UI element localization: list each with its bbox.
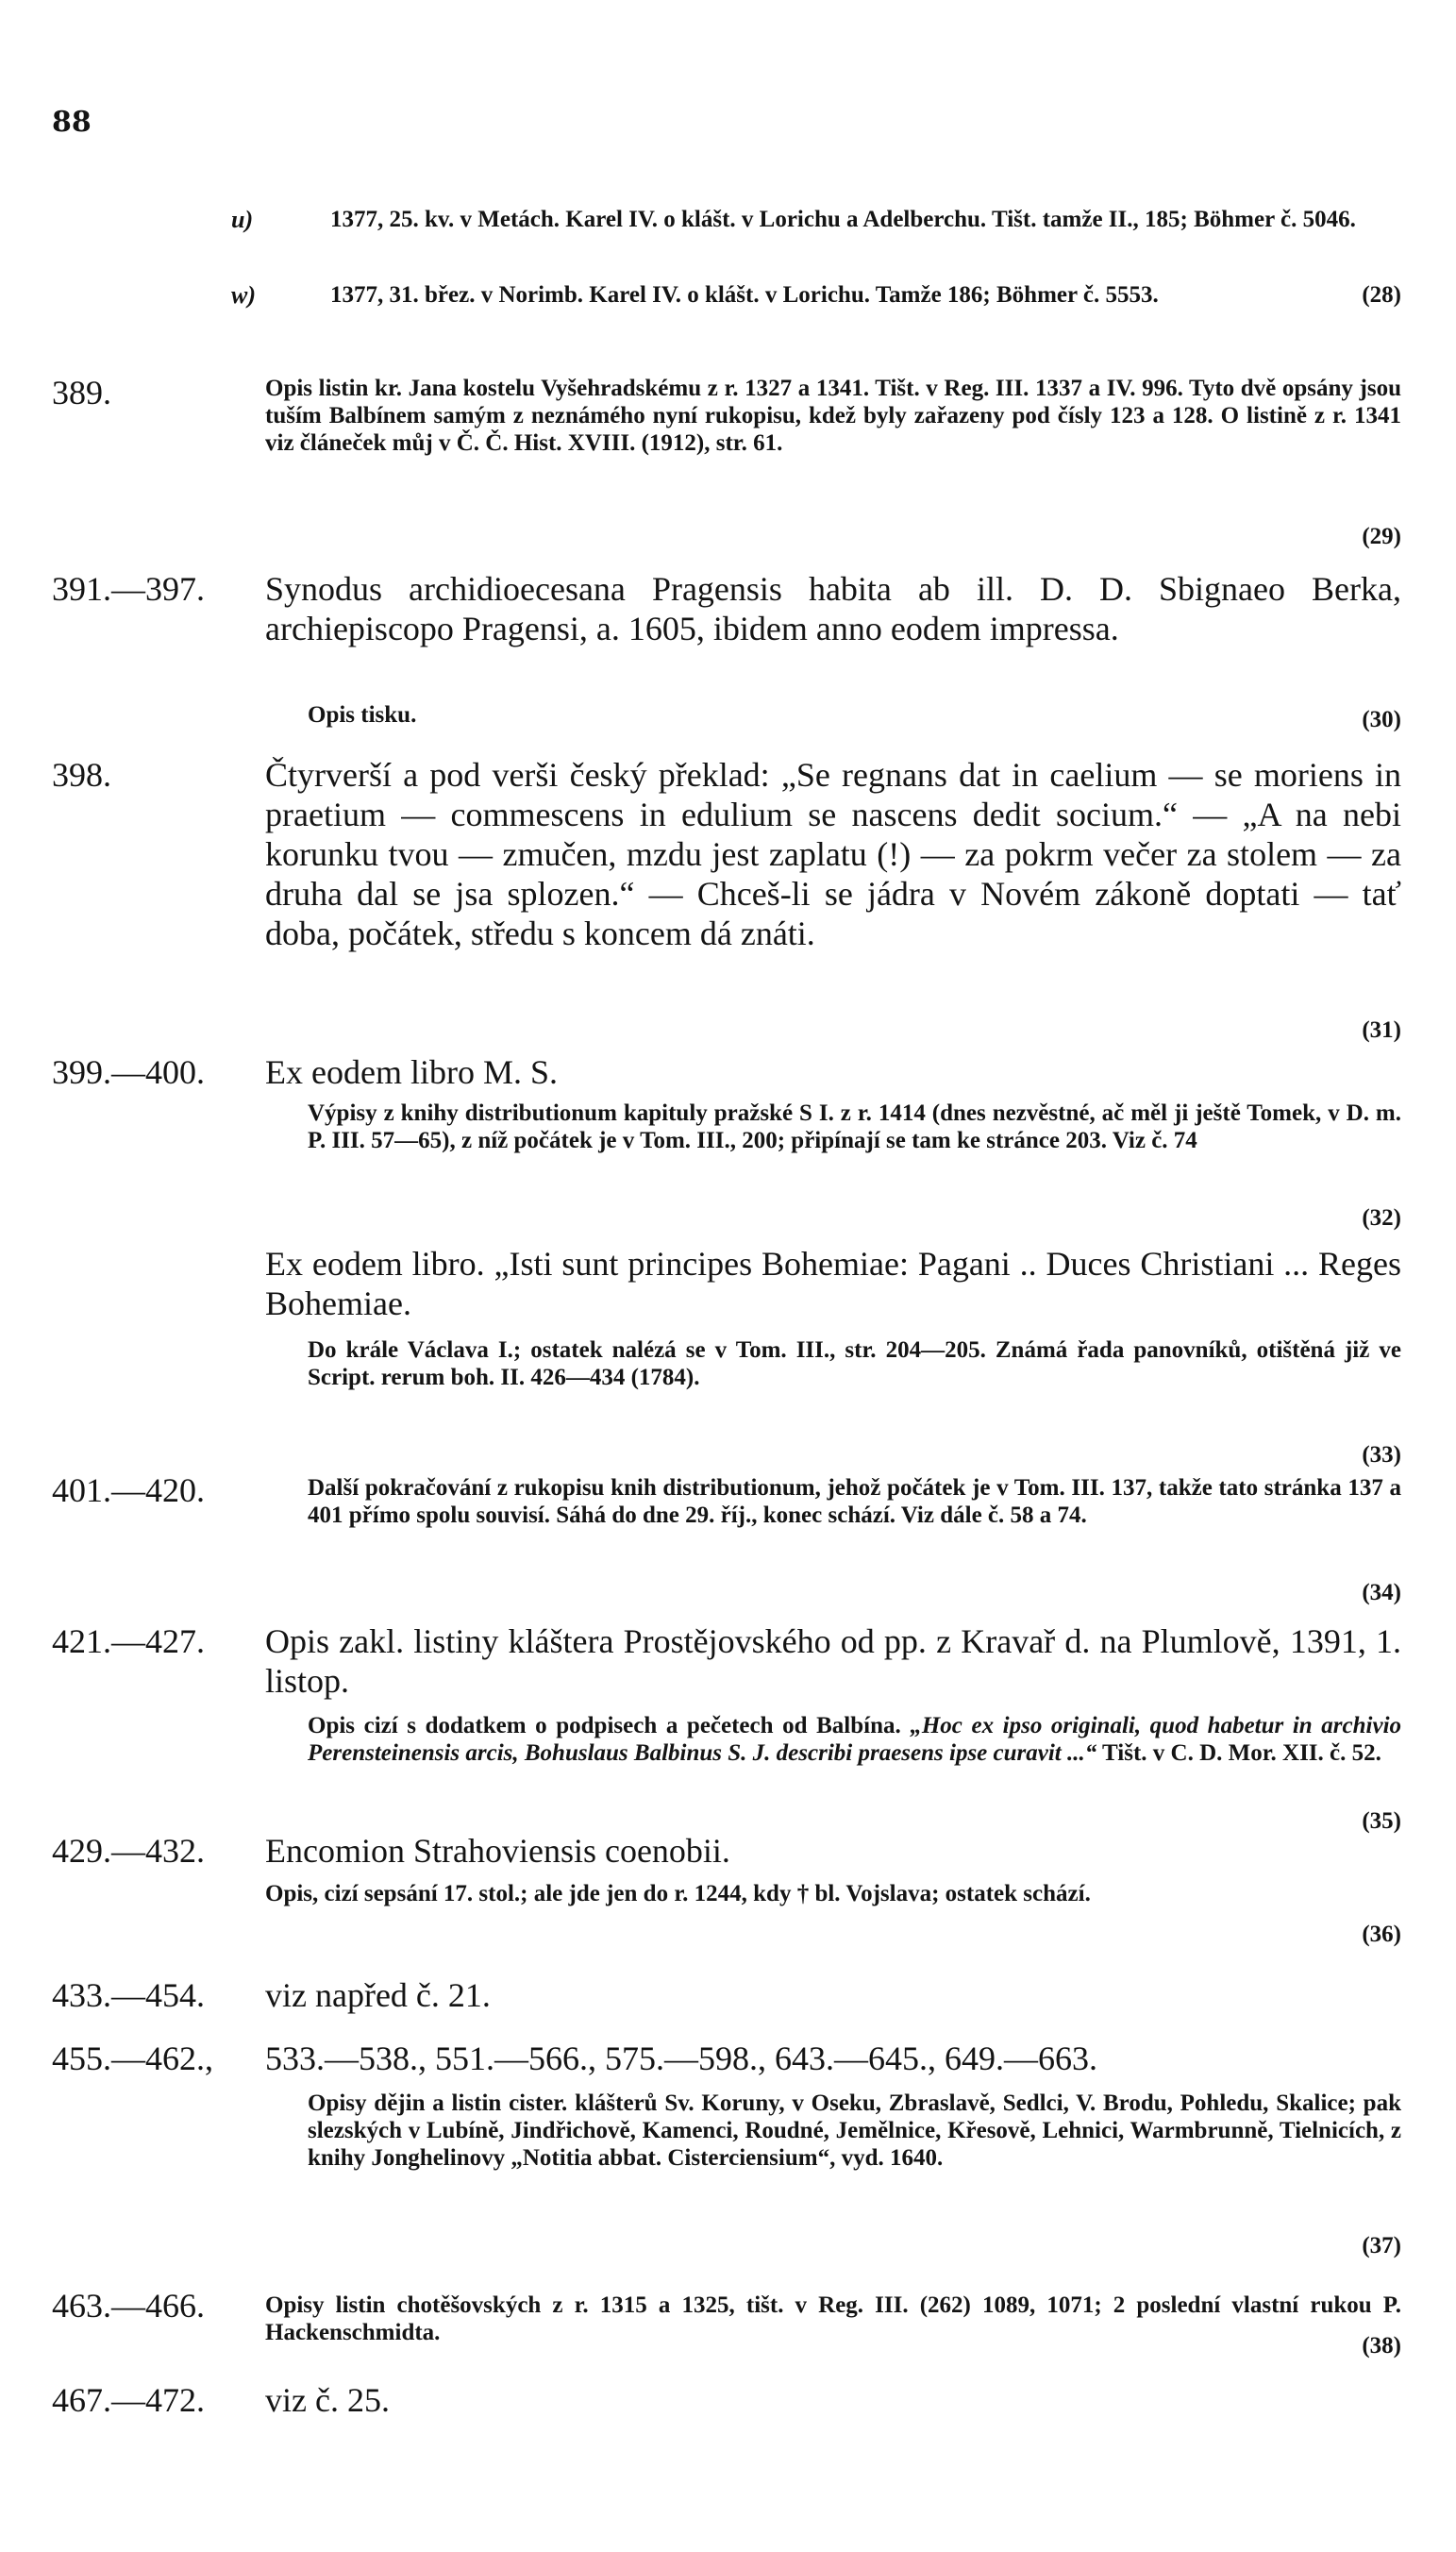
entry-title: Ex eodem libro. „Isti sunt principes Bohemiae: Pagani .. Duces Christiani ... Reges Bohemiae. — [265, 1245, 1401, 1322]
reference-tag: (29) — [1354, 523, 1401, 550]
entry-number: 421.—427. — [52, 1622, 205, 1660]
entry-398 — [0, 755, 1456, 1049]
entry-421-427 — [0, 1621, 1456, 1838]
entry-title-block — [265, 2380, 1401, 2420]
reference-tag: (38) — [1354, 2332, 1401, 2359]
entry-title: viz napřed č. 21. — [265, 1976, 491, 2014]
entry-u — [0, 206, 1456, 262]
entry-title-block — [265, 569, 1401, 648]
entry-note: Opis listin kr. Jana kostelu Vyšehradskému z r. 1327 a 1341. Tišt. v Reg. III. 1337 a IV. 996. Tyto dvě opsány jsou tuším Balbínem samým z neznámého nyní rukopisu, kdež byly zařazeny pod čísly 123 a 128. O listině z r. 1341 viz článeček můj v Č. Č. Hist. XVIII. (1912), str. 61. — [265, 376, 1401, 456]
entry-text-block — [330, 281, 1401, 309]
entry-number: 467.—472. — [52, 2381, 205, 2419]
entry-title: Synodus archidioecesana Pragensis habita ab ill. D. D. Sbignaeo Berka, archiepiscopo Pragensi, a. 1605, ibidem anno eodem impressa. — [265, 570, 1401, 647]
note-pre: Opis cizí s dodatkem o podpisech a pečetech od Balbína. — [308, 1713, 901, 1738]
entry-note-block — [308, 701, 1401, 733]
entry-399-400 — [0, 1052, 1456, 1234]
entry-title: Ex eodem libro M. S. — [265, 1053, 558, 1091]
entry-label: w) — [231, 281, 256, 309]
entry-note-block — [265, 2292, 1401, 2359]
entry-title: viz č. 25. — [265, 2381, 390, 2419]
entry-tag-line — [265, 1014, 1401, 1044]
entry-number: 455.—462., — [52, 2040, 213, 2077]
entry-429-432 — [0, 1831, 1456, 1954]
entry-ex-eodem — [0, 1244, 1456, 1472]
reference-tag: (35) — [1354, 1807, 1401, 1835]
entry-note-block — [265, 1100, 1401, 1232]
entry-note-block — [265, 1712, 1401, 1835]
entry-455-462 — [0, 2039, 1456, 2263]
reference-tag: (32) — [1354, 1204, 1401, 1232]
note-post: Tišt. v C. D. Mor. XII. č. 52. — [1102, 1740, 1381, 1766]
reference-tag: (30) — [1354, 706, 1401, 733]
entry-note: Opis tisku. — [308, 702, 417, 728]
entry-title: Čtyrverší a pod verši český překlad: „Se regnans dat in caelium — se moriens in praetium — commescens in edulium se nascens dedit socium.“ — „A na nebi korunku tvou — zmučen, mzdu jest zaplatu (!) — za pokrm večer za stolem — za druha dal se jsa splozen.“ — Chceš-li se jádra v Novém zákoně doptati — tať doba, počátek, středu s koncem dá znáti. — [265, 756, 1401, 952]
entry-text: 1377, 31. břez. v Norimb. Karel IV. o klášt. v Lorichu. Tamže 186; Böhmer č. 5553. — [330, 282, 1159, 308]
entry-note: Další pokračování z rukopisu knih distributionum, jehož počátek je v Tom. III. 137, takže tato stránka 137 a 401 přímo spolu souvisí. Sáhá do dne 29. říj., konec schází. Viz dále č. 58 a 74. — [308, 1475, 1401, 1528]
entry-number: 399.—400. — [52, 1053, 205, 1091]
entry-title-block — [265, 755, 1401, 1029]
note-quote: „Hoc ex ipso originali, quod habetur in archivio Perensteinensis arcis, Bohuslaus Balbinus S. J. describi praesens ipse curavit ...“ — [308, 1713, 1402, 1766]
entry-label: u) — [231, 206, 254, 233]
entry-note: Opis, cizí sepsání 17. stol.; ale jde jen do r. 1244, kdy † bl. Vojslava; ostatek schází. — [265, 1881, 1091, 1906]
entry-number: 463.—466. — [52, 2287, 205, 2325]
entry-note: Výpisy z knihy distributionum kapituly pražské S I. z r. 1414 (dnes nezvěstné, ač měl ji ještě Tomek, v D. m. P. III. 57—65), z níž počátek je v Tom. III., 200; připínají se tam ke stránce 203. Viz č. 74 — [308, 1100, 1401, 1153]
entry-note: Opisy listin chotěšovských z r. 1315 a 1325, tišt. v Reg. III. (262) 1089, 1071; 2 poslední vlastní rukou P. Hackenschmidta. — [265, 2292, 1401, 2345]
entry-title-block — [265, 1975, 1401, 2015]
entry-number: 429.—432. — [52, 1832, 205, 1870]
entry-note: Do krále Václava I.; ostatek nalézá se v Tom. III., str. 204—205. Známá řada panovníků, otištěná již ve Script. rerum boh. II. 426—434 (1784). — [308, 1337, 1401, 1390]
entry-title-block — [265, 1621, 1401, 1701]
entry-note — [265, 1712, 1401, 1767]
entry-number: 401.—420. — [52, 1471, 205, 1509]
entry-391-397 — [0, 569, 1456, 737]
entry-title: Encomion Strahoviensis coenobii. — [265, 1832, 730, 1870]
entry-note-block — [265, 1880, 1401, 1948]
entry-number: 433.—454. — [52, 1976, 205, 2014]
entry-number: 391.—397. — [52, 570, 205, 608]
entry-389 — [0, 373, 1456, 552]
entry-number: 389. — [52, 374, 111, 411]
entry-note-block — [265, 1474, 1401, 1606]
entry-title-block — [265, 1831, 1401, 1871]
entry-title-block — [265, 2039, 1401, 2078]
reference-tag: (34) — [1354, 1579, 1401, 1606]
entry-text: 1377, 25. kv. v Metách. Karel IV. o klášt. v Lorichu a Adelberchu. Tišt. tamže II., 185; Böhmer č. 5046. — [330, 207, 1356, 232]
reference-tag: (28) — [1354, 281, 1401, 309]
reference-tag: (33) — [1354, 1441, 1401, 1469]
reference-tag: (31) — [1354, 1016, 1401, 1044]
entry-note-block — [265, 2090, 1401, 2259]
entry-w — [0, 281, 1456, 340]
entry-note: Opisy dějin a listin cister. klášterů Sv. Koruny, v Oseku, Zbraslavě, Sedlci, V. Brodu, Pohledu, Skalice; pak slezských v Lubíně, Jindřichově, Kamenci, Roudné, Jemělnice, Křesově, Lehnici, Warmbrunně, Tielnicích, z knihy Jonghelinovy „Notitia abbat. Cisterciensium“, vyd. 1640. — [308, 2090, 1401, 2171]
page-number: 88 — [52, 106, 92, 139]
entry-title-block — [265, 1244, 1401, 1323]
entry-text-block — [330, 206, 1401, 233]
entry-note-block — [265, 375, 1401, 550]
entry-title: 533.—538., 551.—566., 575.—598., 643.—645., 649.—663. — [265, 2040, 1097, 2077]
reference-tag: (37) — [1354, 2232, 1401, 2259]
entry-title: Opis zakl. listiny kláštera Prostějovského od pp. z Kravař d. na Plumlově, 1391, 1. listop. — [265, 1622, 1401, 1700]
reference-tag: (36) — [1354, 1921, 1401, 1948]
entry-401-420 — [0, 1470, 1456, 1610]
entry-467-472 — [0, 2380, 1456, 2422]
entry-number: 398. — [52, 756, 111, 794]
entry-433-454 — [0, 1975, 1456, 2017]
entry-463-466 — [0, 2286, 1456, 2363]
entry-note-block — [265, 1336, 1401, 1469]
entry-title-block — [265, 1052, 1401, 1092]
